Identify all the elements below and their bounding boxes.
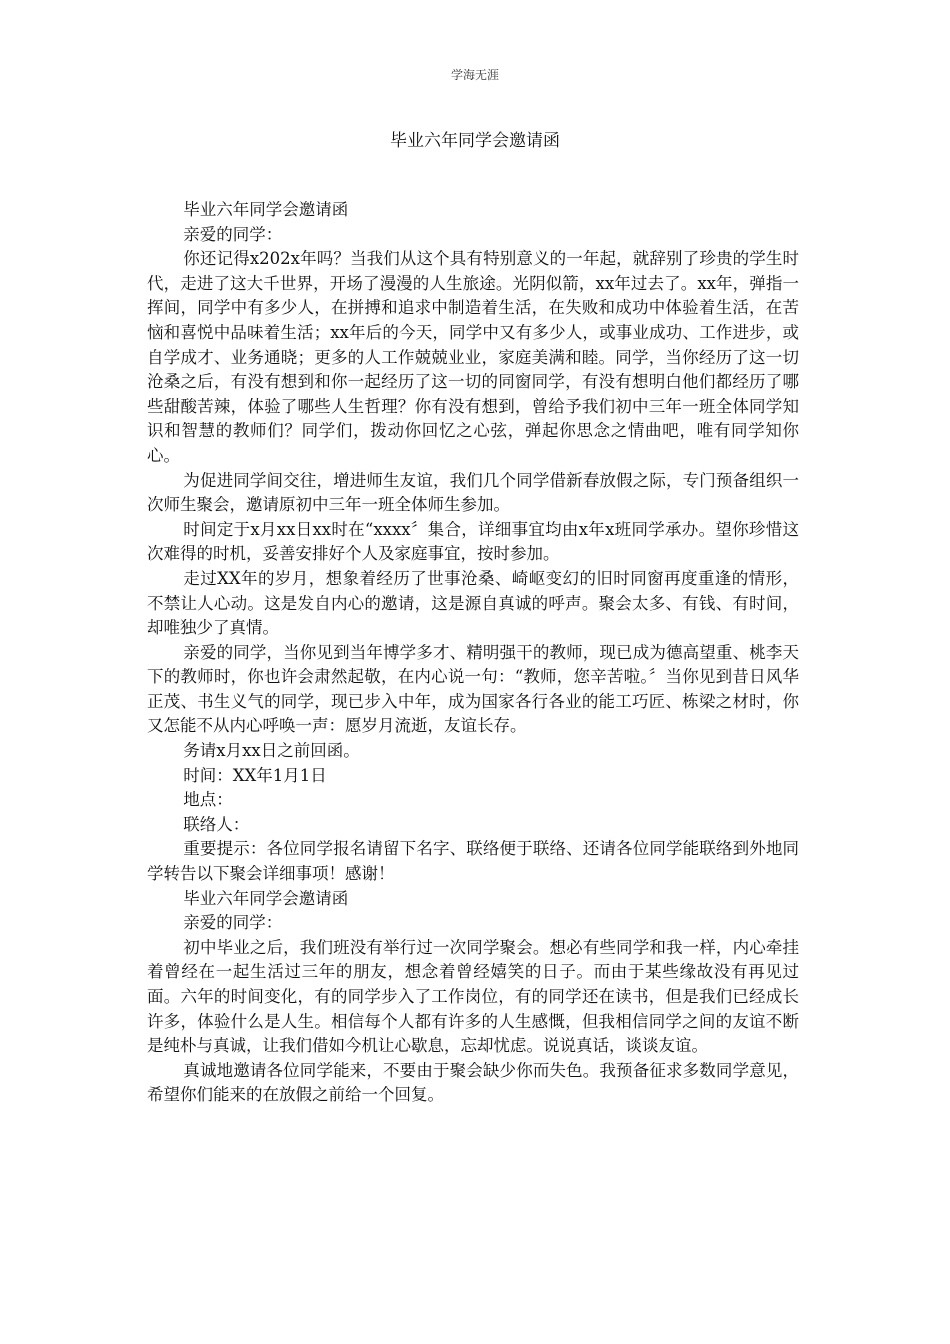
page-header: 学海无涯 (450, 68, 499, 82)
paragraph: 时间定于x月xx日xx时在“xxxx〞集合，详细事宜均由x年x班同学承办。望你珍惜这次难得的时机，妥善安排好个人及家庭事宜，按时参加。 (147, 519, 799, 564)
paragraph-heading: 毕业六年同学会邀请函 (183, 200, 349, 219)
paragraph-greeting: 亲爱的同学： (183, 913, 283, 933)
paragraph: 为促进同学间交往，增进师生友谊，我们几个同学借新春放假之际，专门预备组织一次师生聚会，邀请原初中三年一班全体师生参加。 (147, 470, 799, 515)
paragraph-heading: 毕业六年同学会邀请函 (183, 888, 349, 908)
paragraph: 你还记得x202x年吗？当我们从这个具有特别意义的一年起，就辞别了珍贵的学生时代，走进了这大千世界，开场了漫漫的人生旅途。光阴似箭，xx年过去了。xx年，弹指一挥间，同学中有多少人，在拼搏和追求中制造着生活，在失败和成功中体验着生活，在苦恼和喜悦中品味着生活；xx年后的今天，同学中又有多少人，或事业成功、工作进步，或自学成才、业务通晓；更多的人工作兢兢业业，家庭美满和睦。同学，当你经历了这一切沧桑之后，有没有想到和你一起经历了这一切的同窗同学，有没有想明白他们都经历了哪些甜酸苦辣，体验了哪些人生哲理？你有没有想到，曾给予我们初中三年一班全体同学知识和智慧的教师们？同学们，拨动你回忆之心弦，弹起你思念之情曲吧，唯有同学知你心。 (147, 249, 799, 465)
document-body (147, 198, 799, 1108)
paragraph-location: 地点： (183, 790, 233, 810)
paragraph: 真诚地邀请各位同学能来，不要由于聚会缺少你而失色。我预备征求多数同学意见，希望你们能来的在放假之前给一个回复。 (147, 1060, 799, 1105)
paragraph: 初中毕业之后，我们班没有举行过一次同学聚会。想必有些同学和我一样，内心牵挂着曾经在一起生活过三年的朋友，想念着曾经嬉笑的日子。而由于某些缘故没有再见过面。六年的时间变化，有的同学步入了工作岗位，有的同学还在读书，但是我们已经成长许多，体验什么是人生。相信每个人都有许多的人生感慨，但我相信同学之间的友谊不断是纯朴与真诚，让我们借如今机让心歇息，忘却忧虑。说说真话，谈谈友谊。 (147, 937, 799, 1056)
document-title: 毕业六年同学会邀请函 (390, 131, 560, 151)
paragraph: 亲爱的同学，当你见到当年博学多才、精明强干的教师，现已成为德高望重、桃李天下的教师时，你也许会肃然起敬，在内心说一句：“教师，您辛苦啦。〞当你见到昔日风华正茂、书生义气的同学，现已步入中年，成为国家各行各业的能工巧匠、栋梁之材时，你又怎能不从内心呼唤一声：愿岁月流逝，友谊长存。 (147, 642, 799, 736)
paragraph: 走过XX年的岁月，想象着经历了世事沧桑、崎岖变幻的旧时同窗再度重逢的情形，不禁让人心动。这是发自内心的邀请，这是源自真诚的呼声。聚会太多、有钱、有时间，却唯独少了真情。 (147, 568, 799, 638)
paragraph-greeting: 亲爱的同学： (183, 224, 283, 244)
paragraph-notice: 重要提示：各位同学报名请留下名字、联络便于联络、还请各位同学能联络到外地同学转告以下聚会详细事项！感谢！ (147, 839, 799, 884)
paragraph-reply-deadline: 务请x月xx日之前回函。 (183, 741, 360, 761)
paragraph-time: 时间：XX年1月1日 (183, 765, 327, 785)
paragraph-contact: 联络人： (183, 814, 250, 834)
